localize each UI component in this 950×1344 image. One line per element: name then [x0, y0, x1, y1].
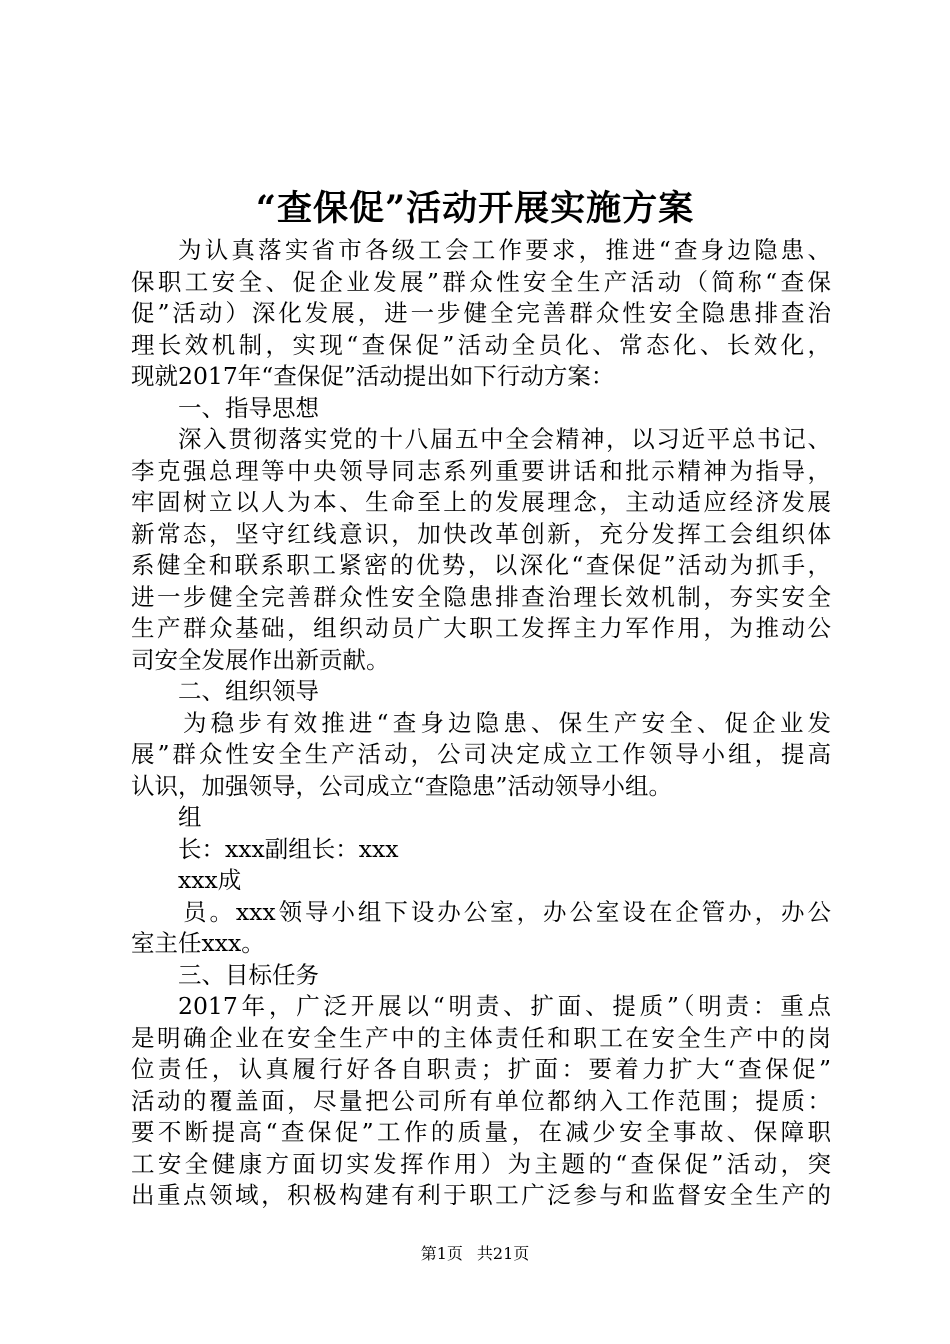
document-body	[131, 235, 831, 1212]
paragraph-line: 为认真落实省市各级工会工作要求，推进“查身边隐患、	[178, 236, 831, 264]
paragraph-line: 组	[178, 803, 202, 831]
paragraph-line: 要不断提高“查保促”工作的质量，在减少安全事故、保障职	[131, 1118, 831, 1146]
paragraph-line: 司安全发展作出新贡献。	[131, 645, 390, 674]
paragraph-line: 现就2017年“查保促”活动提出如下行动方案：	[131, 362, 615, 390]
paragraph-line: 认识，加强领导，公司成立“查隐患”活动领导小组。	[131, 771, 673, 800]
page-number: 第1页	[420, 1244, 463, 1263]
paragraph-line: 进一步健全完善群众性安全隐患排查治理长效机制，夯实安全	[131, 582, 831, 611]
paragraph-line: 出重点领域，积极构建有利于职工广泛参与和监督安全生产的	[131, 1181, 831, 1209]
paragraph-line: 深入贯彻落实党的十八届五中全会精神，以习近平总书记、	[178, 425, 831, 453]
document-title: “查保促”活动开展实施方案	[255, 188, 695, 229]
paragraph-line: 保职工安全、促企业发展”群众性安全生产活动（简称“查保	[131, 267, 831, 296]
paragraph-line: 系健全和联系职工紧密的优势，以深化“查保促”活动为抓手，	[131, 551, 831, 579]
page-total: 共21页	[476, 1244, 530, 1263]
paragraph-line: 为稳步有效推进“查身边隐患、保生产安全、促企业发	[183, 708, 831, 737]
paragraph-line: 牢固树立以人为本、生命至上的发展理念，主动适应经济发展	[131, 488, 831, 516]
section-heading: 一、指导思想	[178, 393, 319, 422]
paragraph-line: 活动的覆盖面，尽量把公司所有单位都纳入工作范围；提质：	[131, 1086, 831, 1115]
page-footer	[0, 1243, 950, 1265]
paragraph-line: 新常态，坚守红线意识，加快改革创新，充分发挥工会组织体	[131, 519, 831, 548]
paragraph-line: 促”活动）深化发展，进一步健全完善群众性安全隐患排查治	[131, 299, 831, 327]
section-heading: 三、目标任务	[178, 960, 319, 989]
paragraph-line: 员。xxx领导小组下设办公室，办公室设在企管办，办公	[183, 897, 831, 926]
paragraph-line: 工安全健康方面切实发挥作用）为主题的“查保促”活动，突	[131, 1149, 831, 1178]
paragraph-line: 李克强总理等中央领导同志系列重要讲话和批示精神为指导，	[131, 456, 831, 485]
section-heading: 二、组织领导	[178, 677, 319, 705]
paragraph-line: 理长效机制，实现“查保促”活动全员化、常态化、长效化，	[131, 330, 831, 359]
paragraph-line: 室主任xxx。	[131, 929, 265, 957]
paragraph-line: 展”群众性安全生产活动，公司决定成立工作领导小组，提高	[131, 740, 831, 768]
paragraph-line: xxx成	[178, 866, 242, 894]
paragraph-line: 位责任，认真履行好各自职责；扩面：要着力扩大“查保促”	[131, 1055, 831, 1083]
paragraph-line: 长：xxx副组长：xxx	[178, 834, 399, 863]
paragraph-line: 生产群众基础，组织动员广大职工发挥主力军作用，为推动公	[131, 614, 831, 642]
paragraph-line: 是明确企业在安全生产中的主体责任和职工在安全生产中的岗	[131, 1023, 831, 1052]
paragraph-line: 2017年，广泛开展以“明责、扩面、提质”（明责：重点	[178, 992, 831, 1020]
